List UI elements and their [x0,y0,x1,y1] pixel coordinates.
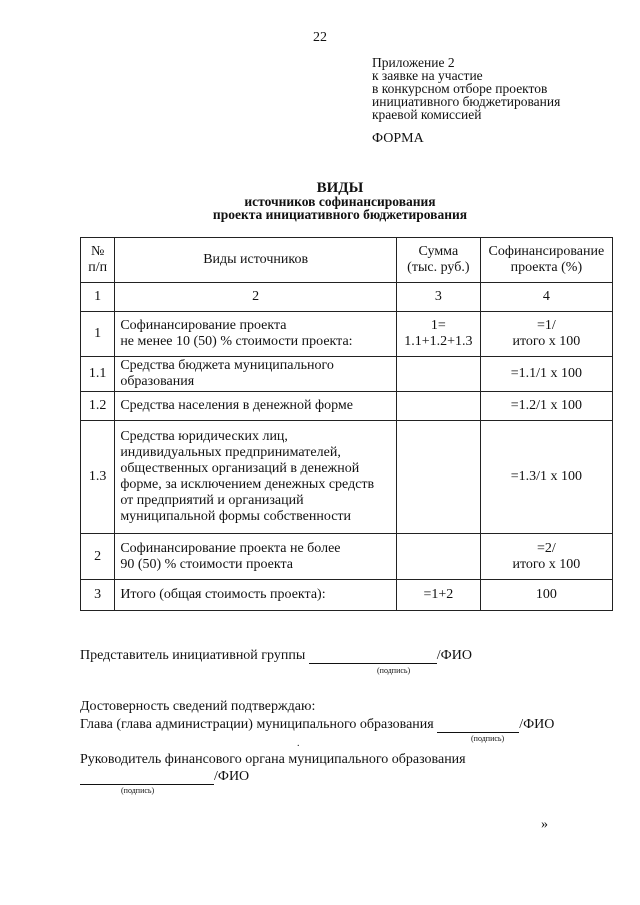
signature-caption: (подпись) [121,786,155,795]
amount-cell [396,312,480,357]
share-cell [480,312,612,357]
source-description-line: Итого (общая стоимость проекта): [120,587,326,602]
representative-signature [80,648,472,664]
header-sum [396,238,480,283]
share-cell [480,357,612,392]
header-share [480,238,612,283]
signature-line[interactable] [309,651,437,664]
header-text: № [90,244,105,259]
title-line-1: ВИДЫ [316,180,364,196]
amount-cell [396,534,480,580]
sources-table [80,237,613,611]
row-number: 1.2 [81,392,115,421]
header-number [81,238,115,283]
amount-cell-line: 1= [430,318,446,333]
source-description-line: общественных организаций в денежной [120,461,360,476]
column-number: 1 [81,283,115,312]
page-number: 22 [313,30,327,45]
column-number: 2 [115,283,397,312]
signature-caption: (подпись) [471,734,505,743]
title-line-3: проекта инициативного бюджетирования [212,207,468,222]
stray-dot: . [297,738,300,749]
finance-signature [80,769,249,785]
table-row [81,392,613,421]
source-description-line: Софинансирование проекта не более [120,540,341,556]
source-description-line: форме, за исключением денежных средств [120,477,375,492]
header-types: Виды источников [115,238,397,283]
share-cell-line: =1.1/1 х 100 [510,366,583,381]
column-number: 3 [396,283,480,312]
document-title [0,182,640,221]
table-row [81,421,613,534]
head-signature [80,717,554,733]
amount-cell-line: 1.1+1.2+1.3 [404,334,473,349]
source-description-line: образования [120,374,195,389]
source-description [115,357,397,392]
share-cell-line: =1.3/1 х 100 [510,469,583,484]
appendix-line: Приложение 2 [372,55,455,70]
title-line-2: источников софинансирования [244,194,436,209]
source-description [115,312,397,357]
row-number: 1.1 [81,357,115,392]
closing-quote: » [541,817,548,832]
signature-line[interactable] [80,772,214,785]
table-header-row [81,238,613,283]
row-number: 1.3 [81,421,115,534]
share-cell-line: =1/ [536,318,556,333]
row-number: 3 [81,580,115,611]
source-description-line: индивидуальных предпринимателей, [120,445,341,460]
share-cell-line: 100 [535,587,557,602]
amount-cell [396,357,480,392]
finance-head-label: Руководитель финансового органа муниципального образования [80,752,466,767]
appendix-note [372,56,560,121]
row-number: 2 [81,534,115,580]
header-text: (тыс. руб.) [407,260,470,275]
table-body [81,312,613,611]
table-row [81,312,613,357]
header-text: Софинансирование [488,244,605,259]
source-description [115,392,397,421]
source-description-line: 90 (50) % стоимости проекта [120,556,293,572]
appendix-line: в конкурсном отборе проектов [372,81,548,96]
source-description [115,534,397,580]
source-description-line: от предприятий и организаций [120,493,304,508]
appendix-line: инициативного бюджетирования [372,94,561,109]
confirmation-text: Достоверность сведений подтверждаю: [80,699,316,714]
table-row [81,580,613,611]
fio-suffix: /ФИО [436,648,472,663]
amount-cell-line: =1+2 [423,587,454,602]
share-cell-line: =2/ [536,540,556,556]
appendix-line: к заявке на участие [372,68,483,83]
head-label: Глава (глава администрации) муниципального образования [80,717,434,732]
source-description-line: не менее 10 (50) % стоимости проекта: [120,334,353,349]
form-label: ФОРМА [372,131,424,146]
share-cell [480,534,612,580]
share-cell [480,580,612,611]
table-row [81,357,613,392]
fio-suffix: /ФИО [519,717,555,732]
signature-caption: (подпись) [377,666,411,675]
share-cell [480,421,612,534]
header-text: проекта (%) [510,260,583,275]
row-number: 1 [81,312,115,357]
source-description-line: Софинансирование проекта [120,318,287,333]
source-description-line: муниципальной формы собственности [120,509,352,524]
source-description [115,580,397,611]
table-row [81,534,613,580]
amount-cell [396,392,480,421]
column-number: 4 [480,283,612,312]
source-description-line: Средства юридических лиц, [120,429,288,444]
share-cell-line: итого х 100 [512,334,581,349]
header-text: п/п [88,260,108,275]
source-description-line: Средства бюджета муниципального [120,358,334,373]
share-cell-line: =1.2/1 х 100 [510,398,583,413]
fio-suffix: /ФИО [214,769,250,784]
table-numbering-row [81,283,613,312]
amount-cell [396,421,480,534]
amount-cell [396,580,480,611]
share-cell [480,392,612,421]
share-cell-line: итого х 100 [512,556,581,572]
header-text: Сумма [418,244,459,259]
appendix-line: краевой комиссией [372,107,482,122]
representative-label: Представитель инициативной группы [80,648,306,663]
source-description [115,421,397,534]
signature-line[interactable] [437,720,519,733]
source-description-line: Средства населения в денежной форме [120,398,353,413]
